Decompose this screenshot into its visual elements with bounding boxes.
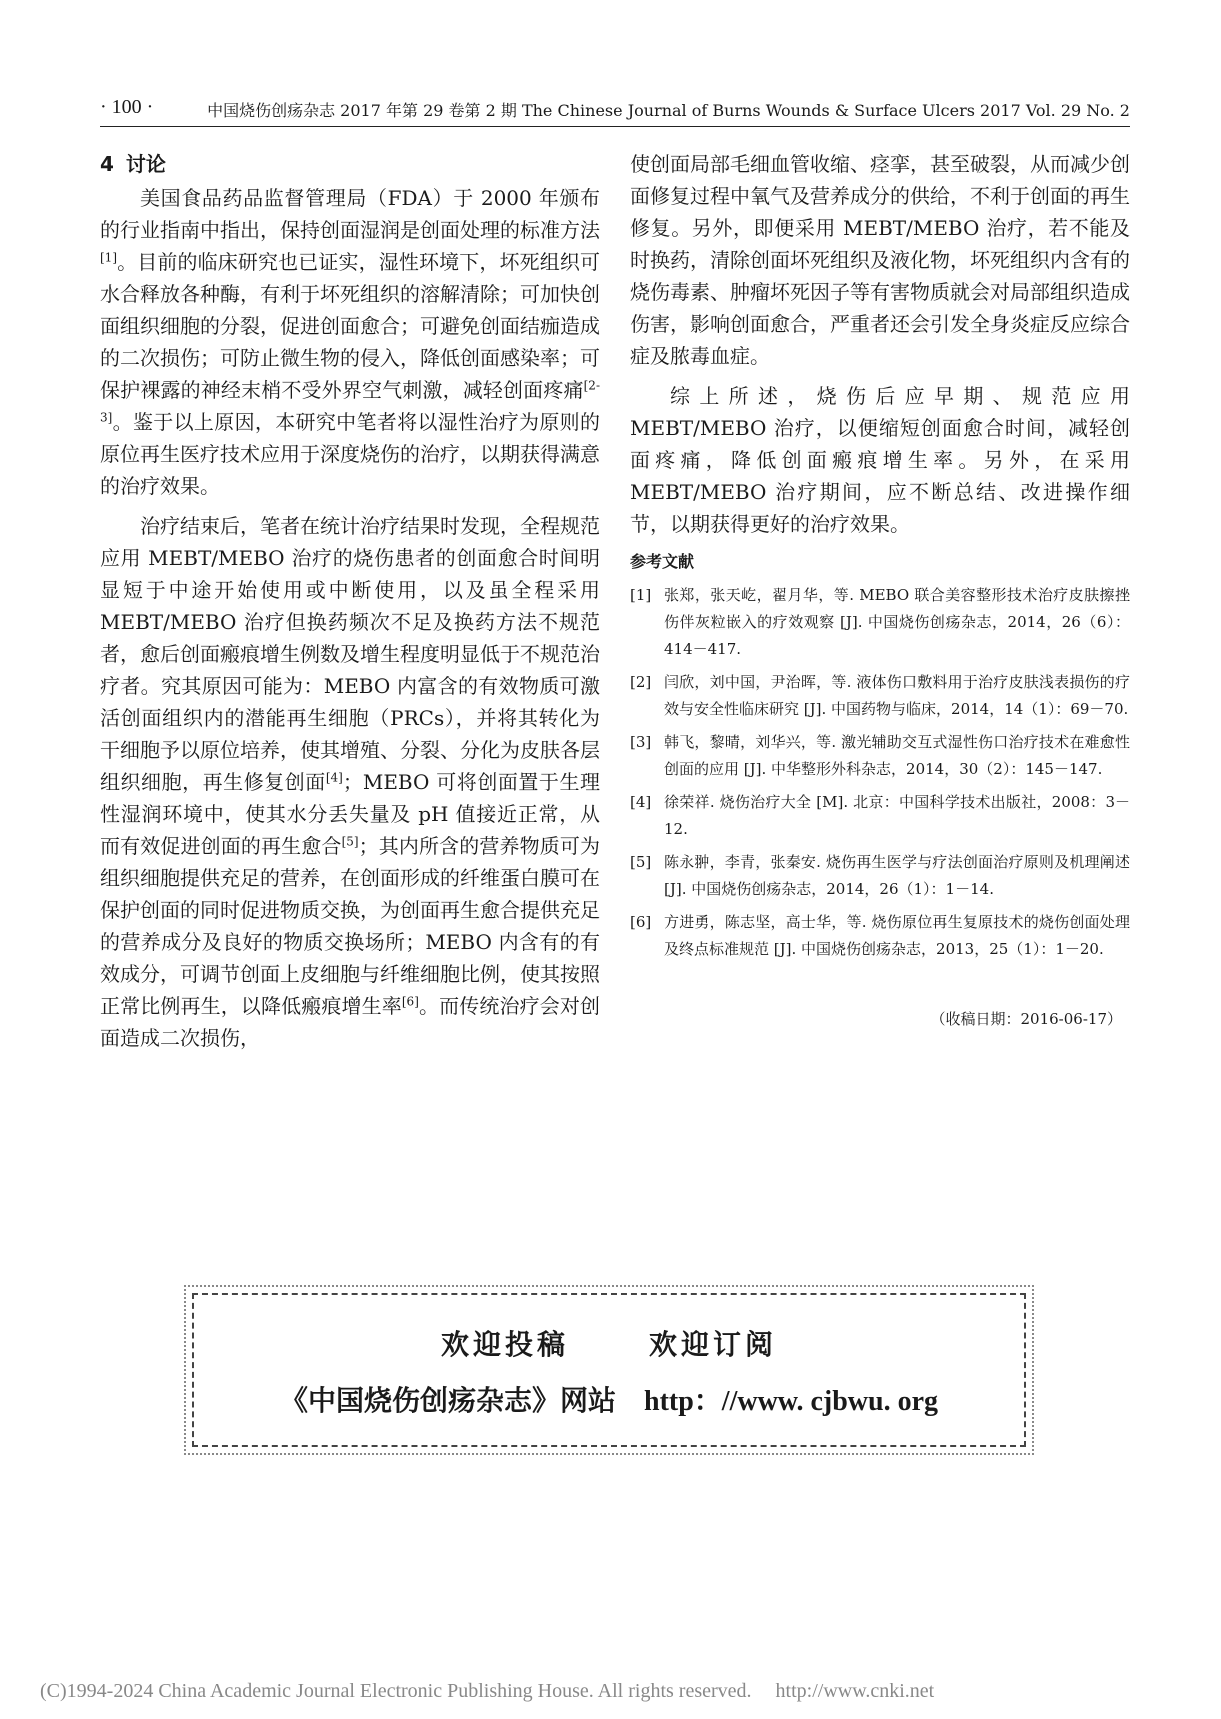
ad-slogan-submit: 欢迎投稿: [440, 1328, 569, 1361]
footer-url: http://www.cnki.net: [775, 1680, 935, 1702]
reference-item: [630, 909, 1130, 963]
reference-item: [630, 789, 1130, 843]
paragraph: [100, 510, 600, 1054]
reference-item: [630, 849, 1130, 903]
text-run: 治疗结束后，笔者在统计治疗结果时发现，全程规范应用 MEBT/MEBO 治疗的烧伤患者的创面愈合时间明显短于中途开始使用或中断使用，以及虽全程采用 MEBT/MEBO 治疗但换药频次不足及换药方法不规范者，愈后创面瘢痕增生例数及增生程度明显低于不规范治疗者。究其原因可能为：MEBO 内富含的有效物质可激活创面组织内的潜能再生细胞（PRCs），并将其转化为干细胞予以原位培养，使其增殖、分裂、分化为皮肤各层组织细胞，再生修复创面: [100, 514, 600, 794]
reference-number: [6]: [630, 913, 652, 931]
section-heading: [100, 148, 600, 180]
section-number: 4: [100, 152, 114, 176]
ad-site-label: 《中国烧伤创疡杂志》网站: [279, 1384, 616, 1417]
reference-number: [1]: [630, 586, 652, 604]
reference-number: [4]: [630, 793, 652, 811]
reference-text: 张郑，张天屹，翟月华，等. MEBO 联合美容整形技术治疗皮肤擦挫伤伴灰粒嵌入的疗效观察 [J]. 中国烧伤创疡杂志，2014，26（6）：414－417.: [664, 586, 1130, 658]
reference-text: 方进勇，陈志坚，高士华，等. 烧伤原位再生复原技术的烧伤创面处理及终点标准规范 [J]. 中国烧伤创疡杂志，2013，25（1）：1－20.: [664, 913, 1130, 958]
reference-list: [630, 582, 1130, 963]
header-rule: [100, 126, 1130, 127]
ad-site-url: http：//www. cjbwu. org: [644, 1386, 939, 1417]
advertisement-box: [192, 1293, 1026, 1447]
running-title: 中国烧伤创疡杂志 2017 年第 29 卷第 2 期 The Chinese Journal of Burns Wounds & Surface Ulcers 2017 Vol. 29 No. 2: [207, 101, 1130, 120]
text-run: 。鉴于以上原因，本研究中笔者将以湿性治疗为原则的原位再生医疗技术应用于深度烧伤的治疗，以期获得满意的治疗效果。: [100, 410, 600, 498]
text-run: 美国食品药品监督管理局（FDA）于 2000 年颁布的行业指南中指出，保持创面湿润是创面处理的标准方法: [100, 186, 600, 242]
reference-item: [630, 669, 1130, 723]
reference-text: 徐荣祥. 烧伤治疗大全 [M]. 北京：中国科学技术出版社，2008：3－12.: [664, 793, 1130, 838]
reference-number: [3]: [630, 733, 652, 751]
citation: [1]: [100, 250, 117, 265]
paragraph: [100, 182, 600, 502]
right-column: [630, 148, 1130, 1035]
references-heading: 参考文献: [630, 552, 695, 571]
ad-slogan-subscribe: 欢迎订阅: [649, 1328, 778, 1361]
reference-text: 韩飞，黎晴，刘华兴，等. 激光辅助交互式湿性伤口治疗技术在难愈性创面的应用 [J]. 中华整形外科杂志，2014，30（2）：145－147.: [664, 733, 1130, 778]
copyright-footer: [40, 1680, 1200, 1703]
citation: [4]: [325, 770, 343, 785]
reference-item: [630, 582, 1130, 663]
text-run: ；其内所含的营养物质可为组织细胞提供充足的营养，在创面形成的纤维蛋白膜可在保护创面的同时促进物质交换，为创面再生愈合提供充足的营养成分及良好的物质交换场所；MEBO 内含有的有效成分，可调节创面上皮细胞与纤维细胞比例，使其按照正常比例再生，以降低瘢痕增生率: [100, 834, 601, 1018]
reference-text: 陈永翀，李青，张秦安. 烧伤再生医学与疗法创面治疗原则及机理阐述 [J]. 中国烧伤创疡杂志，2014，26（1）：1－14.: [664, 853, 1130, 898]
copyright-text: (C)1994-2024 China Academic Journal Electronic Publishing House. All rights reserved.: [40, 1680, 752, 1702]
ad-website: [194, 1379, 1024, 1419]
ad-slogans: [194, 1323, 1024, 1363]
citation: [2-3]: [100, 378, 600, 425]
citation: [6]: [401, 994, 419, 1009]
page-number: · 100 ·: [100, 96, 154, 118]
reference-item: [630, 729, 1130, 783]
received-date: （收稿日期：2016-06-17）: [930, 1010, 1122, 1028]
citation: [5]: [341, 834, 359, 849]
running-header: [100, 90, 1130, 126]
text-run: 。目前的临床研究也已证实，湿性环境下，坏死组织可水合释放各种酶，有利于坏死组织的溶解清除；可加快创面组织细胞的分裂，促进创面愈合；可避免创面结痂造成的二次损伤；可防止微生物的侵入，降低创面感染率；可保护裸露的神经末梢不受外界空气刺激，减轻创面疼痛: [100, 250, 600, 402]
reference-number: [2]: [630, 673, 652, 691]
left-column: [100, 148, 600, 1054]
paragraph: 综上所述，烧伤后应早期、规范应用 MEBT/MEBO 治疗，以便缩短创面愈合时间，减轻创面疼痛，降低创面瘢痕增生率。另外，在采用 MEBT/MEBO 治疗期间，应不断总结、改进操作细节，以期获得更好的治疗效果。: [630, 384, 1130, 536]
section-title: 讨论: [125, 152, 166, 176]
reference-text: 闫欣，刘中国，尹治晖，等. 液体伤口敷料用于治疗皮肤浅表损伤的疗效与安全性临床研究 [J]. 中国药物与临床，2014，14（1）：69－70.: [664, 673, 1130, 718]
text-run: ；MEBO 可将创面置于生理性湿润环境中，使其水分丢失量及 pH 值接近正常，从而有效促进创面的再生愈合: [100, 770, 600, 858]
text-run: 。而传统治疗会对创面造成二次损伤，: [100, 994, 600, 1050]
reference-number: [5]: [630, 853, 652, 871]
paragraph-continued: 使创面局部毛细血管收缩、痉挛，甚至破裂，从而减少创面修复过程中氧气及营养成分的供给，不利于创面的再生修复。另外，即便采用 MEBT/MEBO 治疗，若不能及时换药，清除创面坏死组织及液化物，坏死组织内含有的烧伤毒素、肿瘤坏死因子等有害物质就会对局部组织造成伤害，影响创面愈合，严重者还会引发全身炎症反应综合症及脓毒血症。: [630, 152, 1130, 368]
